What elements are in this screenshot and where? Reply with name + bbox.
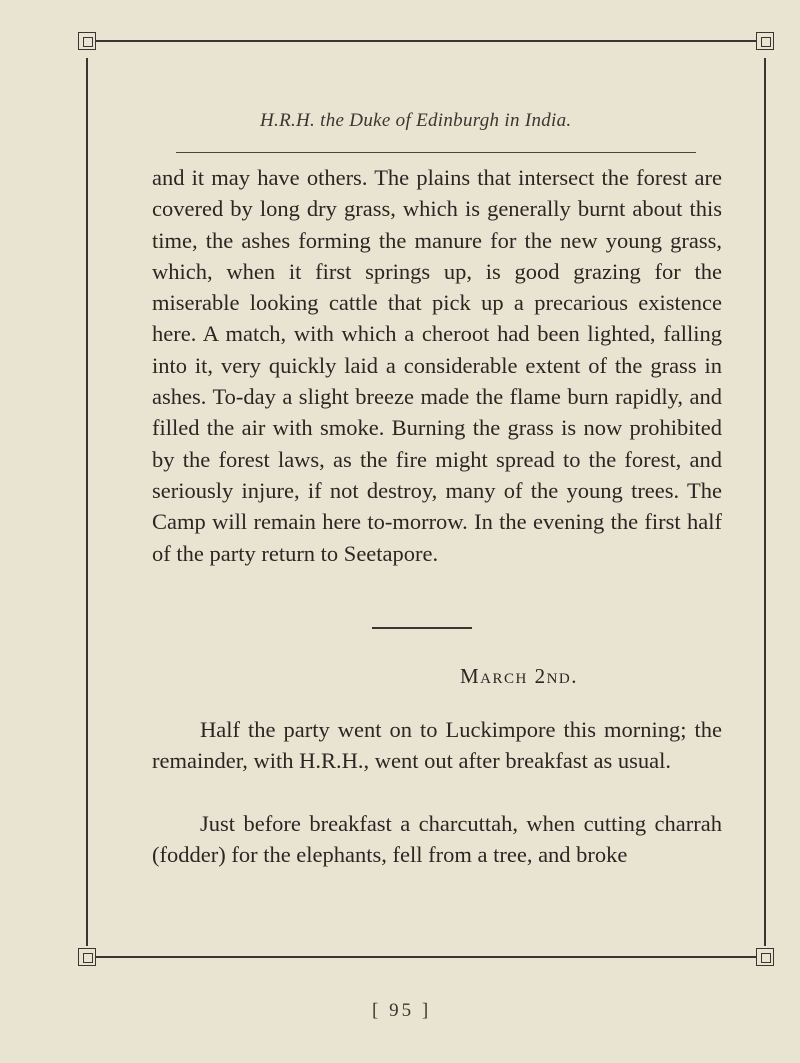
frame-left-line: [86, 58, 88, 946]
body-text: [152, 162, 722, 569]
date-heading: March 2nd.: [460, 664, 579, 688]
frame-corner-ornament-bottom-left: [78, 948, 96, 966]
frame-corner-ornament-bottom-right: [756, 948, 774, 966]
frame-corner-ornament-top-left: [78, 32, 96, 50]
frame-top-line: [96, 40, 756, 42]
frame-corner-ornament-top-right: [756, 32, 774, 50]
section-divider: [372, 627, 472, 629]
head-rule: [176, 152, 696, 153]
paragraph-1: and it may have others. The plains that intersect the forest are covered by long dry grass, which is generally burnt about this time, the ashes forming the manure for the new young grass, which, when it first springs up, is good grazing for the miserable looking cattle that pick up a precarious existence here. A match, with which a cheroot had been lighted, falling into it, very quickly laid a considerable extent of the grass in ashes. To-day a slight breeze made the flame burn rapidly, and filled the air with smoke. Burning the grass is now prohibited by the forest laws, as the fire might spread to the forest, and seriously injure, if not destroy, many of the young trees. The Camp will remain here to-morrow. In the evening the first half of the party return to Seetapore.: [152, 165, 722, 566]
paragraph-3: Just before breakfast a charcuttah, when cutting charrah (fodder) for the elephants, fell from a tree, and broke: [152, 811, 722, 868]
paragraph-2: Half the party went on to Luckimpore this morning; the remainder, with H.R.H., went out after breakfast as usual.: [152, 717, 722, 774]
frame-right-line: [764, 58, 766, 946]
page-number: [ 95 ]: [372, 1000, 432, 1021]
frame-bottom-line: [96, 956, 756, 958]
running-head: H.R.H. the Duke of Edinburgh in India.: [260, 110, 572, 131]
